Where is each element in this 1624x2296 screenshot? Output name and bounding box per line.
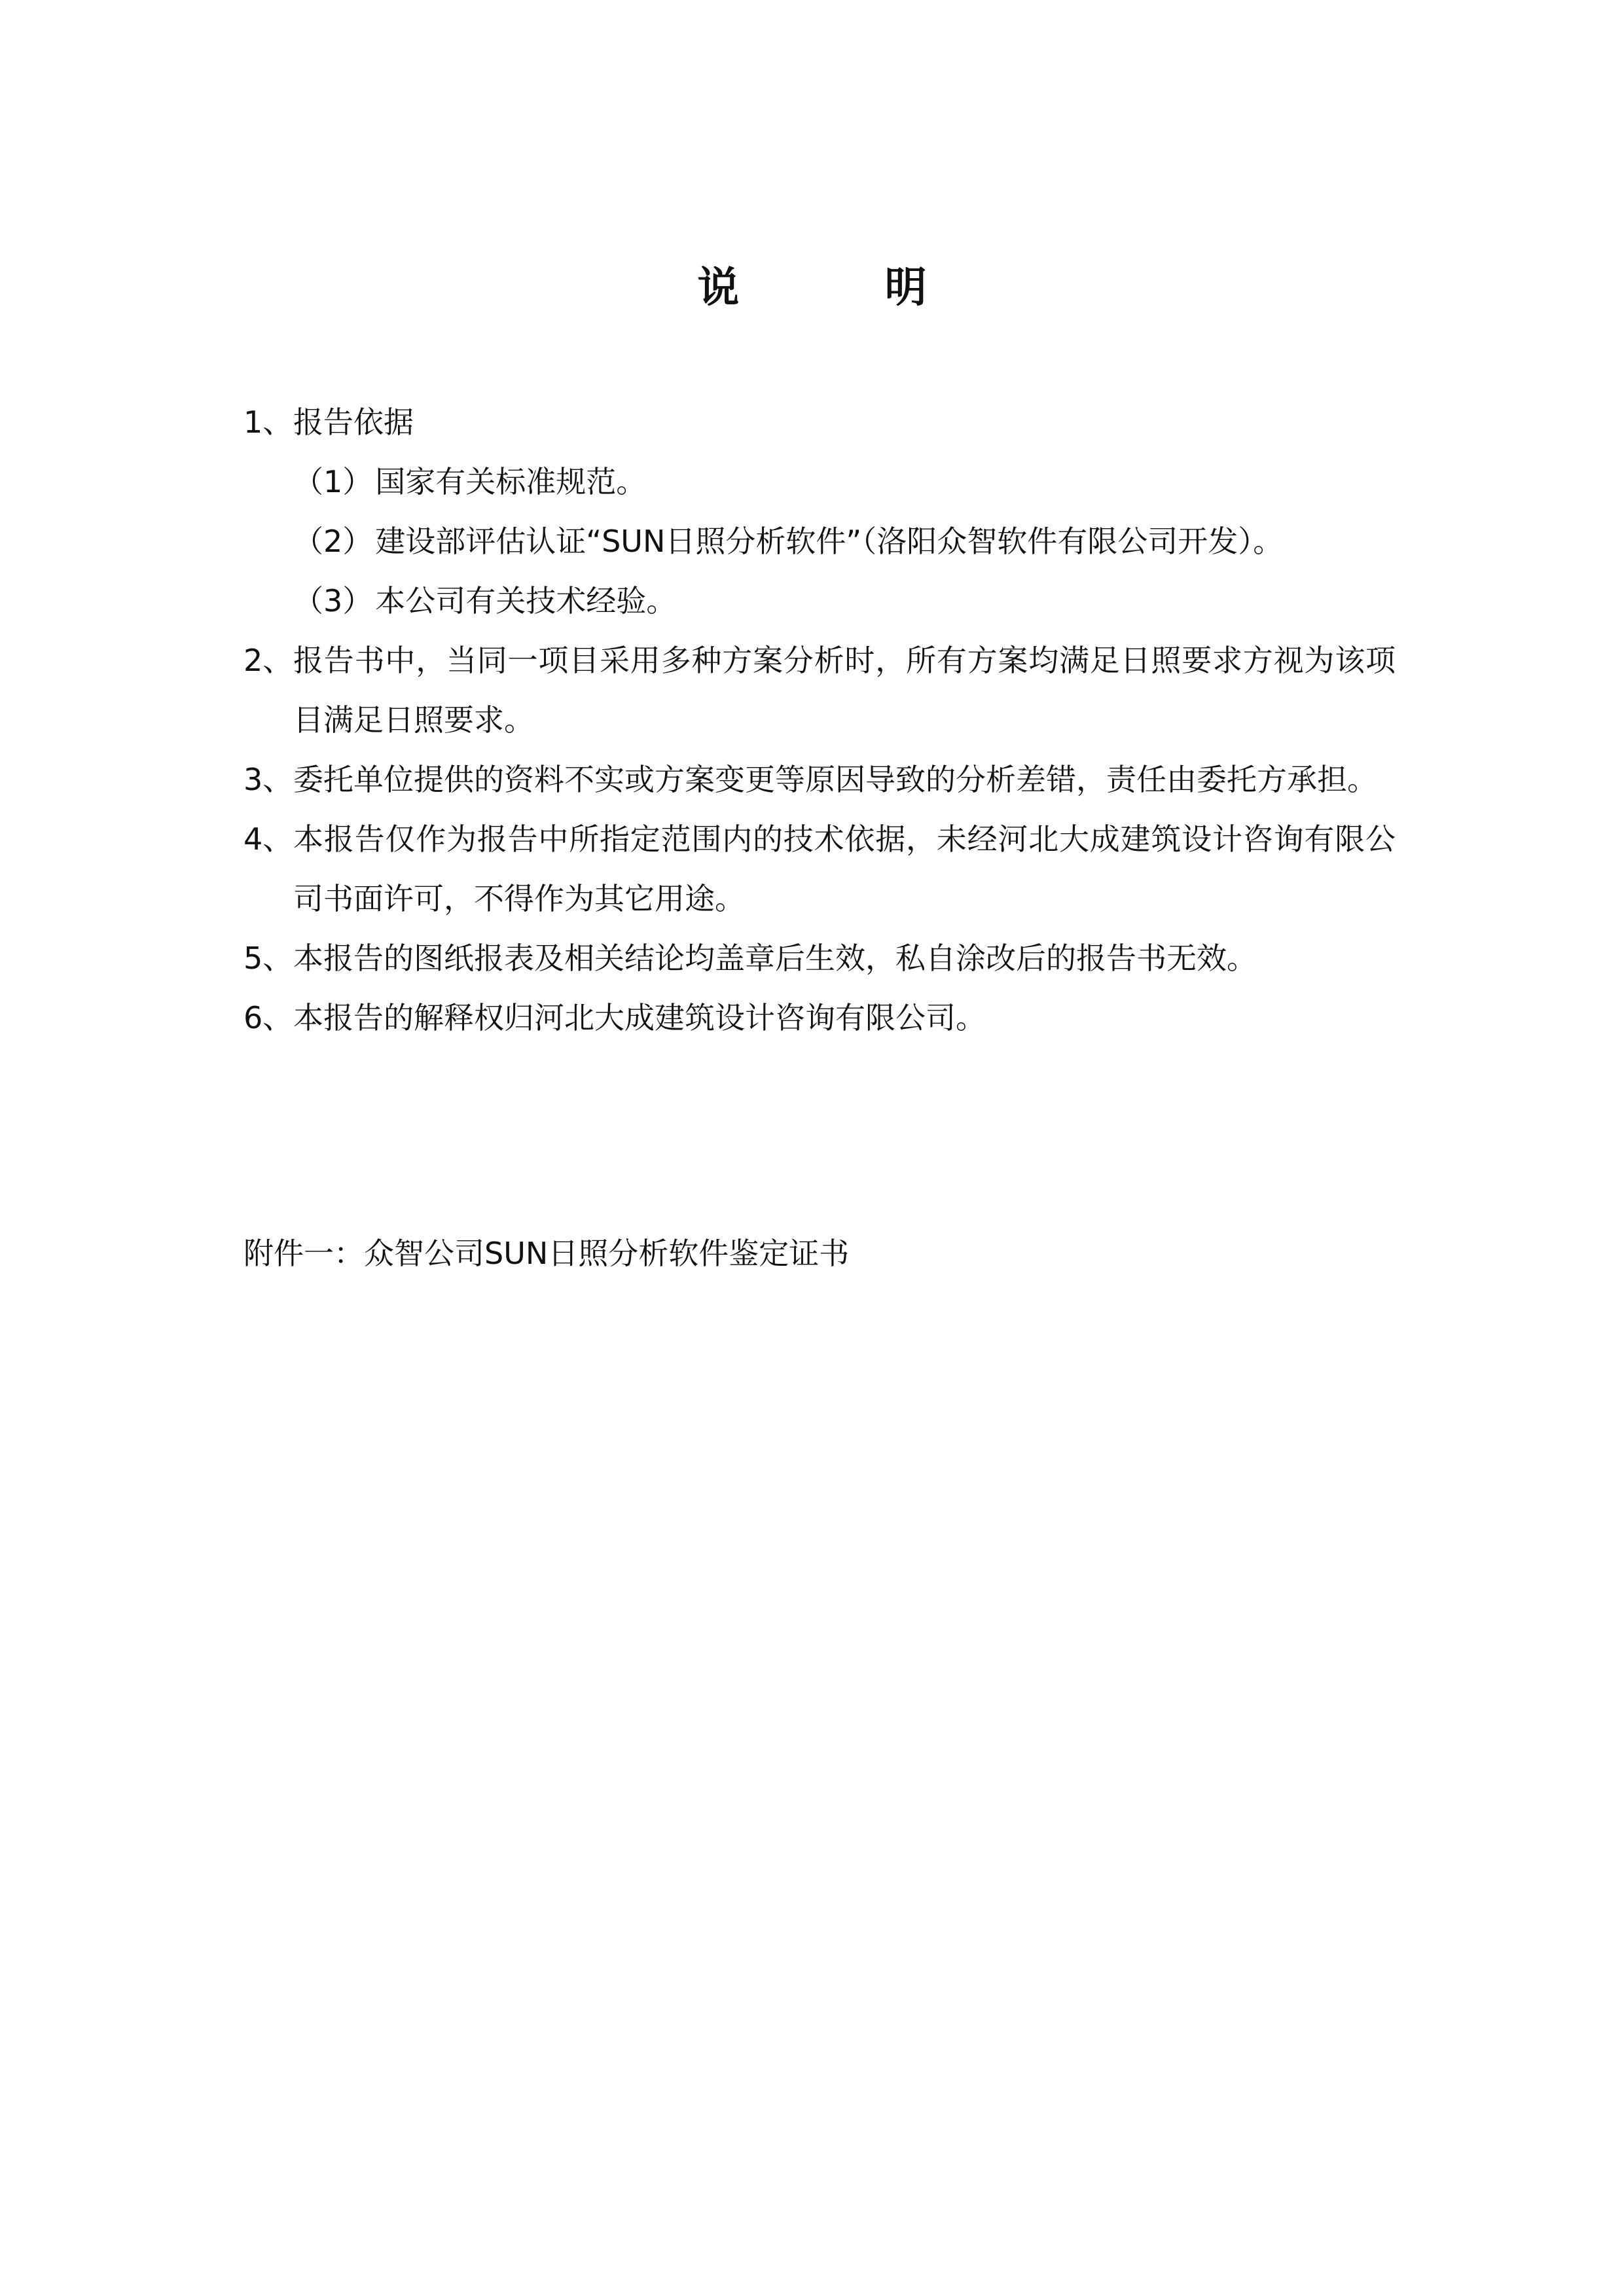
note-item-5 <box>244 929 1396 988</box>
note-number: 6、 <box>244 1000 293 1035</box>
note-text: 报告书中，当同一项目采用多种方案分析时，所有方案均满足日照要求方视为该项目满足日照要求。 <box>293 643 1396 738</box>
page-title: 说 明 <box>697 263 992 312</box>
subitem-number: （1） <box>293 464 373 499</box>
note-text: 本报告的解释权归河北大成建筑设计咨询有限公司。 <box>293 1000 986 1035</box>
note-text: 本报告的图纸报表及相关结论均盖章后生效，私自涂改后的报告书无效。 <box>293 941 1257 976</box>
note-subitem-2 <box>244 512 1396 571</box>
note-number: 4、 <box>244 821 293 857</box>
subitem-number: （2） <box>293 524 373 559</box>
note-number: 1、 <box>244 404 293 440</box>
note-number: 2、 <box>244 643 293 678</box>
note-subitem-3 <box>244 571 1396 631</box>
note-text: 本报告仅作为报告中所指定范围内的技术依据，未经河北大成建筑设计咨询有限公司书面许可，不得作为其它用途。 <box>293 821 1396 916</box>
note-item-1 <box>244 393 1396 452</box>
note-text: 委托单位提供的资料不实或方案变更等原因导致的分析差错，责任由委托方承担。 <box>293 762 1377 797</box>
subitem-text: 建设部评估认证“SUN日照分析软件”（洛阳众智软件有限公司开发）。 <box>375 524 1284 559</box>
note-item-2 <box>244 631 1396 750</box>
subitem-number: （3） <box>293 583 373 619</box>
notes-list <box>244 393 1396 1048</box>
attachment-reference: 附件一：众智公司SUN日照分析软件鉴定证书 <box>244 1236 850 1271</box>
note-item-4 <box>244 810 1396 929</box>
note-number: 3、 <box>244 762 293 797</box>
note-subitem-1 <box>244 452 1396 512</box>
note-text: 报告依据 <box>293 404 414 440</box>
subitem-text: 本公司有关技术经验。 <box>375 583 677 619</box>
subitem-text: 国家有关标准规范。 <box>375 464 647 499</box>
note-item-6 <box>244 988 1396 1048</box>
note-item-3 <box>244 750 1396 810</box>
note-number: 5、 <box>244 941 293 976</box>
